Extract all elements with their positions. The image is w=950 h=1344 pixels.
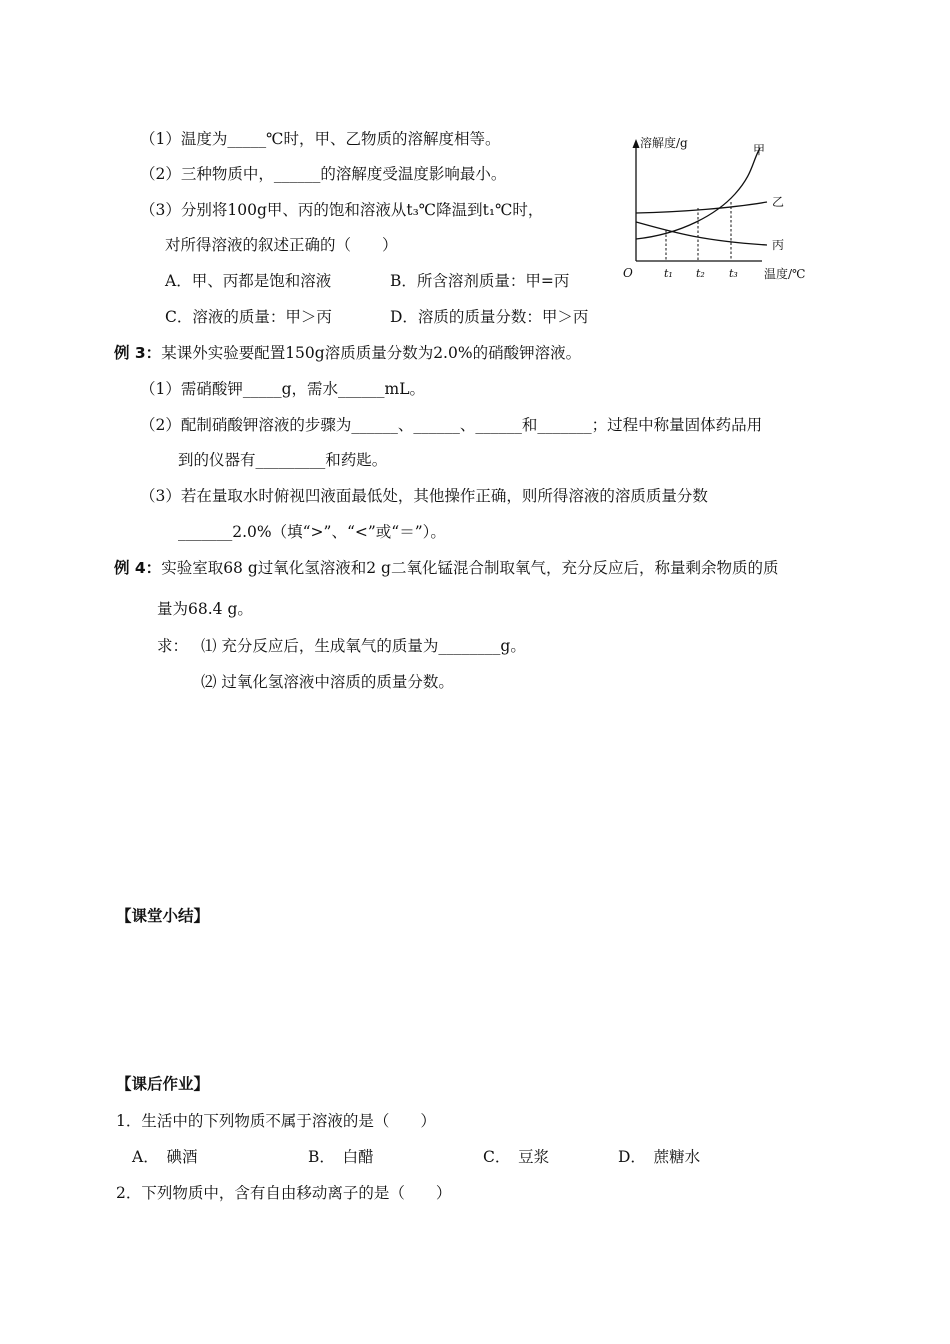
series-label: 丙: [772, 238, 785, 252]
y-axis-arrow: [633, 139, 640, 148]
ex4-ask: 求：: [157, 637, 189, 655]
origin-label: O: [623, 266, 633, 280]
q3-line: （3）分别将100g甲、丙的饱和溶液从t₃℃降温到t₁℃时，: [140, 201, 544, 219]
ex4-q1: ⑴ 充分反应后，生成氧气的质量为________g。: [201, 637, 526, 655]
x-tick-label: t₃: [729, 267, 738, 280]
option-d: D．溶质的质量分数：甲＞丙: [390, 308, 589, 326]
ex4-text-cont: 量为68.4 g。: [157, 600, 253, 618]
ex3-q2-cont: 到的仪器有_________和药匙。: [178, 451, 388, 469]
option-b: B．所含溶剂质量：甲=丙: [390, 272, 570, 290]
hw-q1: 1．生活中的下列物质不属于溶液的是（ ）: [116, 1112, 436, 1130]
example-3-label: 例 3：: [114, 344, 162, 362]
x-tick-label: t₁: [664, 267, 673, 280]
example-3-text: 某课外实验要配置150g溶质质量分数为2.0%的硝酸钾溶液。: [161, 344, 582, 362]
series-label: 乙: [772, 195, 785, 209]
ex3-q2: （2）配制硝酸钾溶液的步骤为______、______、______和_______；过程中称量固体药品用: [140, 416, 763, 434]
example-4-text: 实验室取68 g过氧化氢溶液和2 g二氧化锰混合制取氧气，充分反应后，称量剩余物质的质: [161, 559, 779, 577]
ex4-q2: ⑵ 过氧化氢溶液中溶质的质量分数。: [201, 673, 454, 691]
series-line: [636, 222, 767, 245]
series-label: 甲: [753, 143, 766, 157]
homework-heading: 【课后作业】: [116, 1075, 210, 1093]
hw-q1-option-c: C． 豆浆: [483, 1148, 550, 1166]
series-line: [636, 148, 760, 239]
q3-line-cont: 对所得溶液的叙述正确的（ ）: [165, 236, 398, 254]
ex3-q3: （3）若在量取水时俯视凹液面最低处，其他操作正确，则所得溶液的溶质质量分数: [140, 487, 708, 505]
hw-q2: 2．下列物质中，含有自由移动离子的是（ ）: [116, 1184, 452, 1202]
series-line: [636, 202, 767, 213]
q1-line: （1）温度为_____℃时，甲、乙物质的溶解度相等。: [140, 130, 501, 148]
example-4: [114, 557, 778, 579]
ex3-q3-cont: _______2.0%（填“>”、“<”或“＝”）。: [178, 523, 446, 541]
example-4-label: 例 4：: [114, 559, 162, 577]
x-axis-label: 温度/℃: [764, 267, 806, 281]
q2-line: （2）三种物质中，______的溶解度受温度影响最小。: [140, 165, 507, 183]
class-summary-heading: 【课堂小结】: [116, 907, 210, 925]
hw-q1-option-b: B． 白醋: [308, 1148, 374, 1166]
option-c: C．溶液的质量：甲＞丙: [165, 308, 332, 326]
hw-q1-option-a: A． 碘酒: [132, 1148, 198, 1166]
ex3-q1: （1）需硝酸钾_____g，需水______mL。: [140, 380, 426, 398]
hw-q1-option-d: D． 蔗糖水: [618, 1148, 701, 1166]
solubility-chart: [622, 132, 822, 288]
example-3: [114, 342, 581, 364]
x-tick-label: t₂: [696, 267, 705, 280]
option-a: A．甲、丙都是饱和溶液: [165, 272, 332, 290]
y-axis-label: 溶解度/g: [640, 136, 688, 150]
